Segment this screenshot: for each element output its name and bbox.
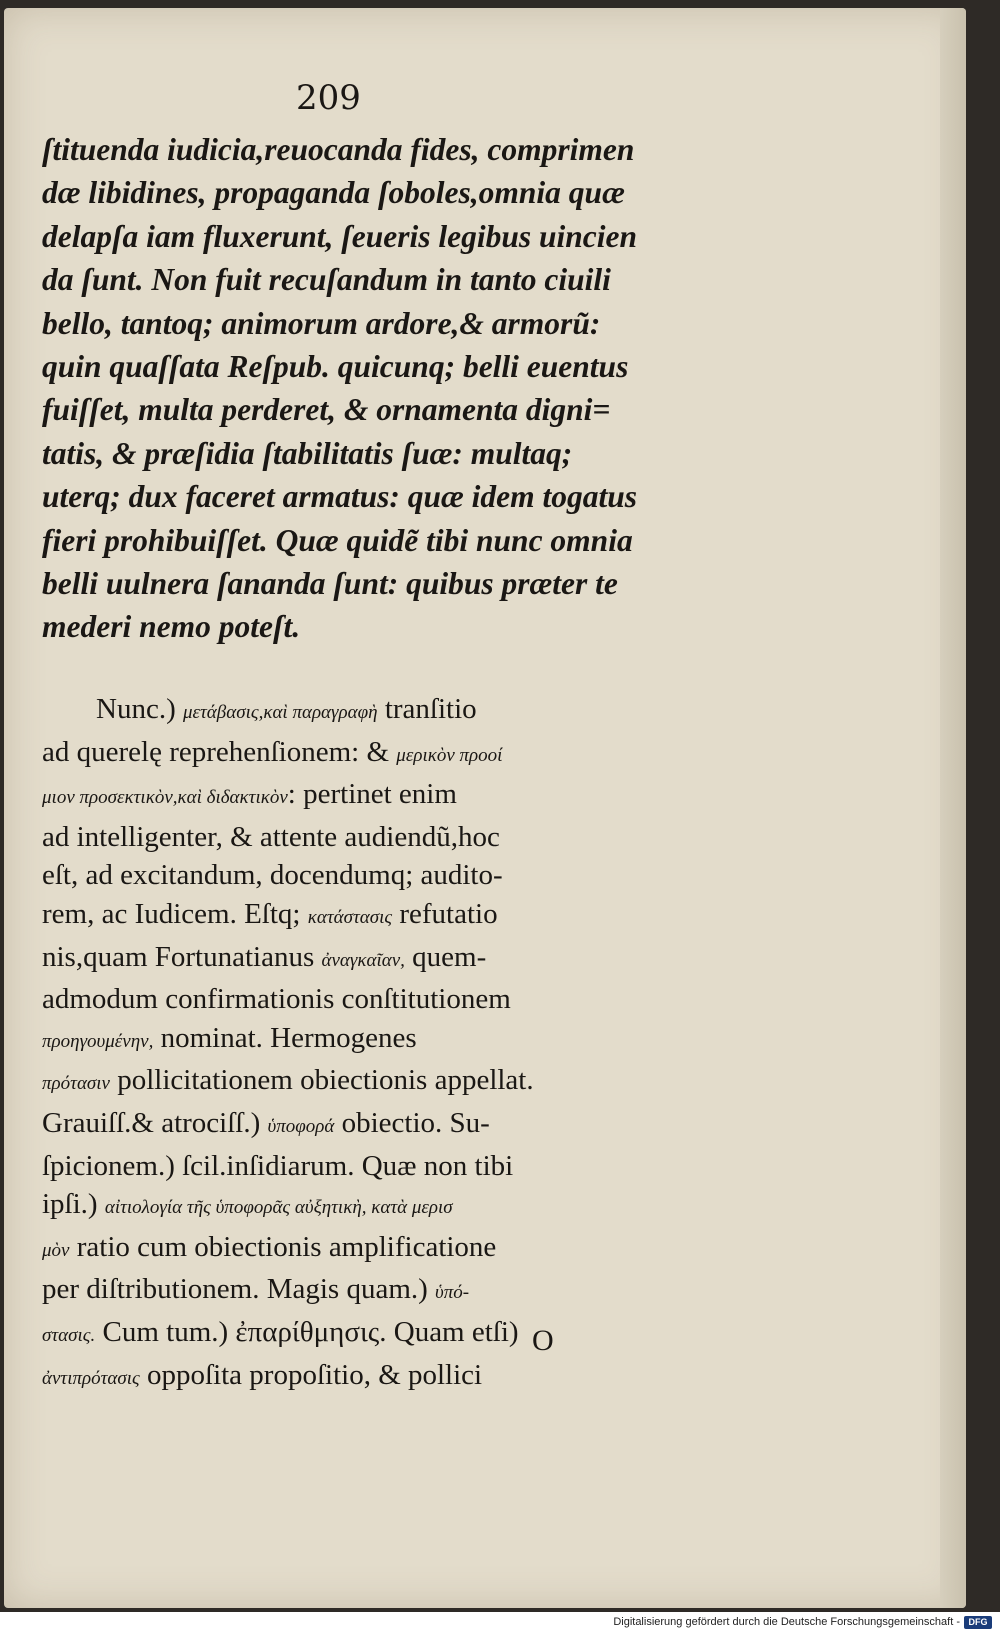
commentary-line (42, 1270, 654, 1313)
commentary-line (42, 818, 654, 857)
greek-text: μετάβασις,καὶ παραγραφὴ (182, 702, 378, 723)
text-line: tatis, & præſidia ſtabilitatis ſuæ: multaq; (42, 435, 573, 471)
greek-text: ὑποφορά (267, 1115, 335, 1137)
commentary-line (42, 1104, 654, 1147)
greek-text: μιον προσεκτικὸν,καὶ διδακτικὸν (42, 787, 288, 809)
latin-text: ratio cum obiectionis amplificatione (76, 1230, 497, 1263)
latin-text: admodum confirmationis conſtitutionem (42, 983, 511, 1016)
latin-text: ipſi.) (42, 1188, 98, 1221)
text-line: dæ libidines, propaganda ſoboles,omnia quæ (42, 175, 625, 211)
greek-text: μὸν (42, 1239, 70, 1261)
greek-text: ἀναγκαῖαν, (321, 949, 405, 971)
greek-text: πρότασιν (42, 1073, 110, 1095)
commentary-line (42, 1147, 654, 1186)
text-line: quin quaſſata Reſpub. quicunq; belli euentus (42, 349, 629, 385)
latin-text: ad intelligenter, & attente audiendũ,hoc (42, 820, 500, 853)
commentary-line (42, 690, 654, 733)
text-line: fuiſſet, multa perderet, & ornamenta digni= (42, 392, 611, 428)
latin-text: ad querelę reprehenſionem: & (42, 735, 390, 768)
latin-text: oppoſita propoſitio, & pollici (147, 1358, 483, 1391)
latin-text: pollicitationem obiectionis appellat. (117, 1064, 534, 1097)
latin-text: tranſitio (384, 693, 477, 725)
latin-text: rem, ac Iudicem. Eſtq; (42, 897, 301, 930)
commentary-line (42, 775, 654, 818)
text-line: mederi nemo poteſt. (42, 609, 301, 645)
latin-text: ſpicionem.) ſcil.inſidiarum. Quæ non tibi (42, 1149, 514, 1182)
commentary-line (42, 1356, 654, 1399)
commentary-line (42, 938, 654, 981)
text-line: delapſa iam fluxerunt, ſeueris legibus uincien (42, 218, 638, 254)
greek-text: μερικὸν προοί (396, 744, 503, 766)
commentary-line (42, 980, 654, 1019)
greek-text: στασις. (42, 1324, 96, 1346)
text-line: da ſunt. Non fuit recuſandum in tanto ciuili (42, 262, 611, 298)
latin-text: refutatio (399, 897, 498, 930)
text-line: bello, tantoq; animorum ardore,& armorũ: (42, 305, 601, 341)
latin-text: Nunc.) (96, 693, 176, 725)
latin-text: quem- (412, 940, 487, 973)
latin-text: eſt, ad excitandum, docendumq; audito- (42, 859, 503, 892)
dfg-logo: DFG (964, 1616, 992, 1629)
commentary-line (42, 1313, 654, 1356)
commentary-line (42, 1228, 654, 1271)
text-line: ſtituenda iudicia,reuocanda fides, comprimen (42, 132, 635, 167)
italic-text-block (42, 128, 654, 649)
greek-text: προηγουμένην, (42, 1030, 154, 1052)
latin-text: nominat. Hermogenes (160, 1021, 417, 1054)
greek-text: ἀντιπρότασις (42, 1367, 140, 1389)
latin-text: nis,quam Fortunatianus (42, 940, 315, 973)
latin-text: Cum tum.) ἐπαρίθμησις. Quam etſi) (102, 1315, 519, 1348)
commentary-block (42, 690, 654, 1398)
footer-credit: Digitalisierung gefördert durch die Deutsche Forschungsgemeinschaft - (613, 1616, 960, 1628)
text-line: uterq; dux faceret armatus: quæ idem togatus (42, 479, 638, 515)
commentary-line (42, 1019, 654, 1062)
greek-text: αἰτιολογία τῆς ὑποφορᾶς αὐξητικὴ, κατὰ μερισ (104, 1197, 453, 1219)
commentary-line (42, 733, 654, 776)
page-edge (940, 8, 966, 1608)
latin-text: : pertinet enim (287, 778, 457, 811)
commentary-line (42, 895, 654, 938)
text-line: belli uulnera ſananda ſunt: quibus præter te (42, 566, 618, 602)
commentary-line (42, 1061, 654, 1104)
latin-text: obiectio. Su- (341, 1106, 490, 1139)
catchword: O (532, 1324, 554, 1357)
commentary-line (42, 1185, 654, 1228)
latin-text: Grauiſſ.& atrociſſ.) (42, 1106, 261, 1139)
text-line: fieri prohibuiſſet. Quæ quidẽ tibi nunc omnia (42, 522, 633, 558)
greek-text: ὑπό- (435, 1282, 470, 1304)
page-number: 209 (296, 78, 361, 118)
latin-text: per diſtributionem. Magis quam.) (42, 1273, 428, 1306)
commentary-line (42, 856, 654, 895)
greek-text: κατάστασις (307, 906, 393, 928)
